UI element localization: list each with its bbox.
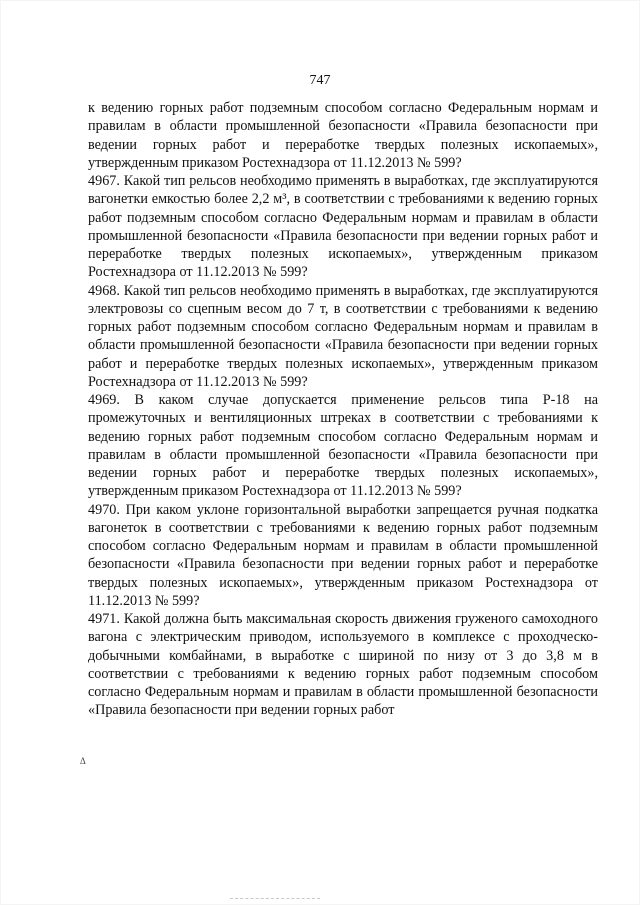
margin-mark: Δ [80, 756, 86, 766]
question-4967: 4967. Какой тип рельсов необходимо применять в выработках, где эксплуатируются вагонетки емкостью более 2,2 м³, в соответствии с требованиями к ведению горных работ подземным способом согласно Федеральным нормам и правилам в области промышленной безопасности «Правила безопасности при ведении горных работ и переработке твердых полезных ископаемых», утвержденным приказом Ростехнадзора от 11.12.2013 № 599? [88, 173, 598, 281]
paragraph-continued: к ведению горных работ подземным способом согласно Федеральным нормам и правилам в области промышленной безопасности «Правила безопасности при ведении горных работ и переработке твердых полезных ископаемых», утвержденным приказом Ростехнадзора от 11.12.2013 № 599? [88, 100, 598, 171]
page-body [88, 99, 598, 720]
question-4968: 4968. Какой тип рельсов необходимо применять в выработках, где эксплуатируются электровозы со сцепным весом до 7 т, в соответствии с требованиями к ведению горных работ подземным способом согласно Федеральным нормам и правилам в области промышленной безопасности «Правила безопасности при ведении горных работ и переработке твердых полезных ископаемых», утвержденным приказом Ростехнадзора от 11.12.2013 № 599? [88, 282, 598, 390]
question-4971: 4971. Какой должна быть максимальная скорость движения груженого самоходного вагона с электрическим приводом, используемого в комплексе с проходческо-добычными комбайнами, в выработке с шириной по низу от 3 до 3,8 м в соответствии с требованиями к ведению горных работ подземным способом согласно Федеральным нормам и правилам в области промышленной безопасности «Правила безопасности при ведении горных работ [88, 611, 598, 719]
page-number: 747 [309, 73, 331, 88]
question-4969: 4969. В каком случае допускается применение рельсов типа Р-18 на промежуточных и вентиляционных штреках в соответствии с требованиями к ведению горных работ подземным способом согласно Федеральным нормам и правилам в области промышленной безопасности «Правила безопасности при ведении горных работ и переработке твердых полезных ископаемых», утвержденным приказом Ростехнадзора от 11.12.2013 № 599? [88, 392, 598, 500]
scan-edge-line [230, 898, 320, 899]
question-4970: 4970. При каком уклоне горизонтальной выработки запрещается ручная подкатка вагонеток в соответствии с требованиями к ведению горных работ подземным способом согласно Федеральным нормам и правилам в области промышленной безопасности «Правила безопасности при ведении горных работ и переработке твердых полезных ископаемых», утвержденным приказом Ростехнадзора от 11.12.2013 № 599? [88, 501, 598, 609]
